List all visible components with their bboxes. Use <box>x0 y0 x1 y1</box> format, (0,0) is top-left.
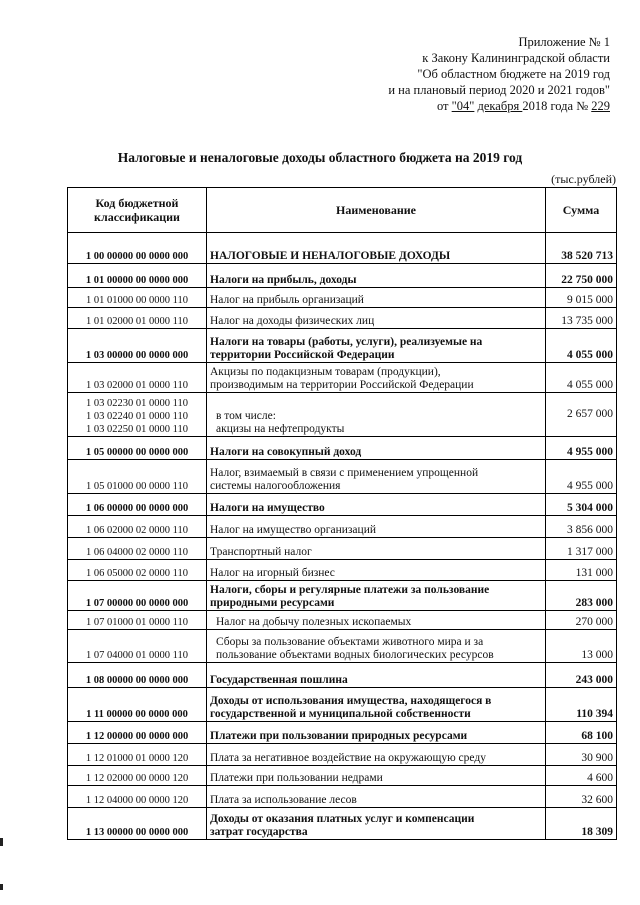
revenue-table <box>67 187 617 840</box>
revenue-amount: 1 317 000 <box>546 538 617 560</box>
budget-code-cell <box>68 688 207 722</box>
revenue-name-cell <box>207 581 546 611</box>
revenue-name: НАЛОГОВЫЕ И НЕНАЛОГОВЫЕ ДОХОДЫ <box>210 250 451 262</box>
table-row <box>68 538 617 560</box>
budget-code-cell <box>68 538 207 560</box>
revenue-name-cell <box>207 538 546 560</box>
budget-code-cell <box>68 393 207 437</box>
budget-code: 1 12 04000 00 0000 120 <box>85 795 189 806</box>
revenue-name: Плата за негативное воздействие на окружающую среду <box>210 752 486 764</box>
revenue-name: Плата за использование лесов <box>210 794 357 806</box>
budget-code: 1 06 04000 02 0000 110 <box>86 547 188 558</box>
header-law-number: 229 <box>591 99 610 113</box>
revenue-amount: 283 000 <box>546 581 617 611</box>
revenue-name: Транспортный налог <box>210 546 312 558</box>
revenue-amount: 30 900 <box>546 744 617 766</box>
budget-code-cell <box>68 329 207 363</box>
table-row <box>68 581 617 611</box>
budget-code: 1 03 02250 01 0000 110 <box>86 424 188 435</box>
budget-code: 1 08 00000 00 0000 000 <box>85 675 189 686</box>
revenue-name: Налог на прибыль организаций <box>210 294 364 306</box>
budget-code: 1 11 00000 00 0000 000 <box>86 709 188 720</box>
revenue-name: Налог на игорный бизнес <box>210 567 335 579</box>
revenue-name: Налог на имущество организаций <box>210 524 376 536</box>
revenue-name-cell <box>207 722 546 744</box>
table-row <box>68 663 617 688</box>
budget-code-cell <box>68 581 207 611</box>
revenue-name-cell <box>207 308 546 329</box>
revenue-name-cell <box>207 233 546 264</box>
revenue-name: Налоги на совокупный доход <box>210 446 362 458</box>
revenue-name-cell <box>207 560 546 581</box>
table-row <box>68 233 617 264</box>
budget-code-cell <box>68 494 207 516</box>
revenue-amount: 68 100 <box>546 722 617 744</box>
budget-code-cell <box>68 786 207 808</box>
revenue-name-cell <box>207 264 546 288</box>
table-row <box>68 329 617 363</box>
budget-code-cell <box>68 560 207 581</box>
table-row <box>68 516 617 538</box>
header-date-prefix: от <box>436 99 452 113</box>
revenue-name: Акцизы по подакцизным товарам (продукции), <box>210 366 441 378</box>
budget-code: 1 06 00000 00 0000 000 <box>85 503 189 514</box>
revenue-amount: 32 600 <box>546 786 617 808</box>
column-header-sum: Сумма <box>546 188 617 233</box>
budget-code: 1 12 02000 00 0000 120 <box>85 773 189 784</box>
revenue-name: Налог на доходы физических лиц <box>210 315 375 327</box>
header-date-month: декабря <box>477 99 523 113</box>
revenue-amount: 4 600 <box>546 766 617 786</box>
revenue-name-cell <box>207 393 546 437</box>
budget-code-cell <box>68 363 207 393</box>
budget-code: 1 01 00000 00 0000 000 <box>85 275 189 286</box>
revenue-amount: 3 856 000 <box>546 516 617 538</box>
budget-code: 1 00 00000 00 0000 000 <box>85 251 189 262</box>
budget-code: 1 05 00000 00 0000 000 <box>85 447 189 458</box>
budget-code-cell <box>68 308 207 329</box>
table-header-row <box>68 188 617 233</box>
budget-code-cell <box>68 460 207 494</box>
revenue-amount: 9 015 000 <box>546 288 617 308</box>
budget-code-cell <box>68 233 207 264</box>
budget-code: 1 13 00000 00 0000 000 <box>85 827 189 838</box>
revenue-amount: 5 304 000 <box>546 494 617 516</box>
revenue-name-cell <box>207 288 546 308</box>
table-row <box>68 494 617 516</box>
header-date-year: 2018 года № <box>522 99 592 113</box>
budget-code: 1 12 00000 00 0000 000 <box>85 731 189 742</box>
revenue-amount: 13 735 000 <box>546 308 617 329</box>
revenue-amount: 2 657 000 <box>546 393 617 437</box>
revenue-amount: 243 000 <box>546 663 617 688</box>
revenue-name: Платежи при пользовании природных ресурсами <box>210 730 468 742</box>
revenue-name-cell <box>207 786 546 808</box>
revenue-name: системы налогообложения <box>210 480 341 492</box>
revenue-amount: 13 000 <box>546 630 617 663</box>
revenue-name: пользование объектами водных биологических ресурсов <box>216 649 494 661</box>
revenue-name: акцизы на нефтепродукты <box>216 423 345 435</box>
revenue-name: Налоги на товары (работы, услуги), реализуемые на <box>210 336 483 348</box>
budget-code-cell <box>68 437 207 460</box>
table-row <box>68 688 617 722</box>
revenue-amount: 4 055 000 <box>546 329 617 363</box>
table-row <box>68 393 617 437</box>
revenue-name: производимым на территории Российской Федерации <box>210 379 474 391</box>
revenue-name-cell <box>207 329 546 363</box>
budget-code: 1 06 02000 02 0000 110 <box>86 525 188 536</box>
budget-code-cell <box>68 663 207 688</box>
budget-code: 1 06 05000 02 0000 110 <box>86 568 188 579</box>
document-title: Налоговые и неналоговые доходы областного бюджета на 2019 год <box>117 150 523 165</box>
header-line-appendix: Приложение № 1 <box>518 35 610 49</box>
table-body <box>68 233 617 840</box>
revenue-name: Налог, взимаемый в связи с применением упрощенной <box>210 467 479 479</box>
table-row <box>68 308 617 329</box>
revenue-name: Сборы за пользование объектами животного мира и за <box>216 636 484 648</box>
budget-code: 1 07 04000 01 0000 110 <box>86 650 188 661</box>
table-row <box>68 611 617 630</box>
budget-code-cell <box>68 288 207 308</box>
revenue-name-cell <box>207 363 546 393</box>
revenue-amount: 4 955 000 <box>546 460 617 494</box>
revenue-name-cell <box>207 688 546 722</box>
revenue-name-cell <box>207 516 546 538</box>
header-line-date <box>270 98 610 114</box>
revenue-amount: 4 955 000 <box>546 437 617 460</box>
table-row <box>68 722 617 744</box>
revenue-name-cell <box>207 630 546 663</box>
table-row <box>68 786 617 808</box>
revenue-name-cell <box>207 744 546 766</box>
revenue-name-cell <box>207 494 546 516</box>
revenue-name-cell <box>207 460 546 494</box>
revenue-name-cell <box>207 437 546 460</box>
units-label: (тыс.рублей) <box>551 172 616 186</box>
budget-code: 1 01 02000 01 0000 110 <box>86 316 188 327</box>
budget-code-cell <box>68 264 207 288</box>
table-row <box>68 363 617 393</box>
revenue-name: Государственная пошлина <box>210 674 348 686</box>
revenue-name: Доходы от оказания платных услуг и компенсации <box>210 813 475 825</box>
table-row <box>68 264 617 288</box>
header-line-budget: "Об областном бюджете на 2019 год <box>417 67 610 81</box>
revenue-name: государственной и муниципальной собственности <box>210 708 471 720</box>
header-line-period: и на плановый период 2020 и 2021 годов" <box>388 83 610 97</box>
table-row <box>68 288 617 308</box>
table-row <box>68 808 617 840</box>
revenue-name: Налог на добычу полезных ископаемых <box>216 616 412 628</box>
document-header <box>270 34 610 114</box>
budget-code: 1 07 00000 00 0000 000 <box>85 598 189 609</box>
revenue-name: территории Российской Федерации <box>210 349 395 361</box>
revenue-name: природными ресурсами <box>210 597 335 609</box>
budget-code-cell <box>68 611 207 630</box>
table-row <box>68 630 617 663</box>
scan-mark <box>0 838 3 846</box>
revenue-name: Платежи при пользовании недрами <box>210 772 383 784</box>
revenue-name: Доходы от использования имущества, находящегося в <box>210 695 492 707</box>
table-row <box>68 437 617 460</box>
budget-code-cell <box>68 630 207 663</box>
budget-code-cell <box>68 808 207 840</box>
budget-code: 1 03 02230 01 0000 110 <box>86 398 188 409</box>
budget-code-cell <box>68 722 207 744</box>
revenue-name-cell <box>207 766 546 786</box>
table-row <box>68 766 617 786</box>
budget-code: 1 05 01000 00 0000 110 <box>86 481 188 492</box>
table-row <box>68 560 617 581</box>
header-line-law: к Закону Калининградской области <box>422 51 610 65</box>
table-row <box>68 744 617 766</box>
budget-code: 1 12 01000 01 0000 120 <box>85 753 189 764</box>
revenue-name-cell <box>207 611 546 630</box>
scan-mark <box>0 884 3 890</box>
budget-code: 1 03 00000 00 0000 000 <box>85 350 189 361</box>
revenue-name-cell <box>207 808 546 840</box>
budget-code: 1 01 01000 00 0000 110 <box>86 295 188 306</box>
revenue-amount: 270 000 <box>546 611 617 630</box>
revenue-name-cell <box>207 663 546 688</box>
revenue-name: в том числе: <box>216 410 276 422</box>
budget-code: 1 07 01000 01 0000 110 <box>86 617 188 628</box>
revenue-name: Налоги на имущество <box>210 502 325 514</box>
revenue-amount: 110 394 <box>546 688 617 722</box>
budget-code-cell <box>68 516 207 538</box>
budget-code-cell <box>68 766 207 786</box>
revenue-name: Налоги на прибыль, доходы <box>210 274 357 286</box>
column-header-code: Код бюджетной классификации <box>68 188 207 233</box>
revenue-amount: 131 000 <box>546 560 617 581</box>
budget-code: 1 03 02000 01 0000 110 <box>86 380 188 391</box>
revenue-amount: 22 750 000 <box>546 264 617 288</box>
revenue-amount: 38 520 713 <box>546 233 617 264</box>
revenue-name: затрат государства <box>210 826 308 838</box>
table-row <box>68 460 617 494</box>
column-header-name: Наименование <box>207 188 546 233</box>
revenue-amount: 18 309 <box>546 808 617 840</box>
revenue-name: Налоги, сборы и регулярные платежи за пользование <box>210 584 490 596</box>
revenue-amount: 4 055 000 <box>546 363 617 393</box>
header-date-day: "04" <box>451 99 475 113</box>
budget-code: 1 03 02240 01 0000 110 <box>86 411 188 422</box>
budget-code-cell <box>68 744 207 766</box>
